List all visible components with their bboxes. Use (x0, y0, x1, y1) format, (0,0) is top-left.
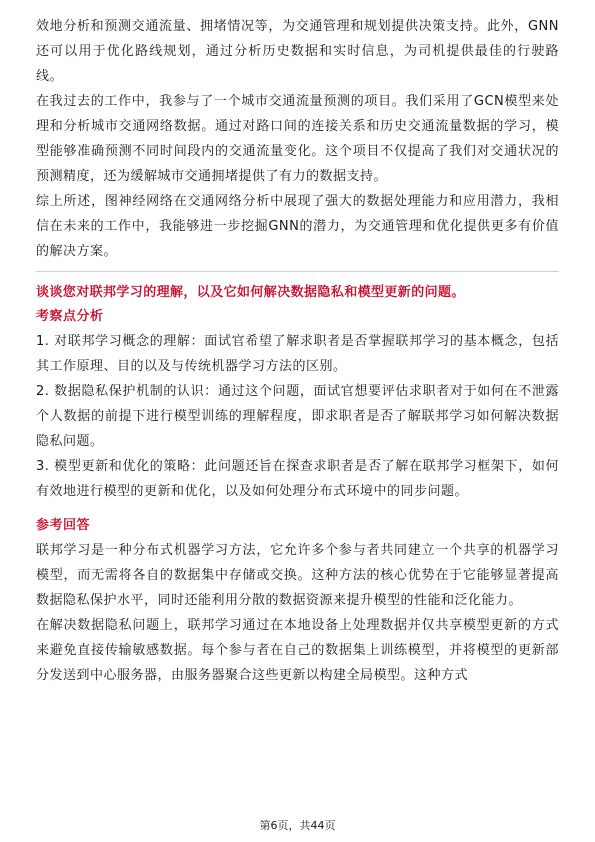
intro-paragraph-3: 综上所述，图神经网络在交通网络分析中展现了强大的数据处理能力和应用潜力，我相信在未来的工作中，我能够进一步挖掘GNN的潜力，为交通管理和优化提供更多有价值的解决方案。 (36, 194, 559, 259)
intro-paragraph-1: 效地分析和预测交通流量、拥堵情况等，为交通管理和规划提供决策支持。此外，GNN还可以用于优化路线规划，通过分析历史数据和实时信息，为司机提供最佳的行驶路线。 (36, 19, 559, 84)
answer-heading: 参考回答 (36, 518, 91, 533)
analysis-item-1: 1. 对联邦学习概念的理解：面试官希望了解求职者是否掌握联邦学习的基本概念，包括其工作原理、目的以及与传统机器学习方法的区别。 (36, 334, 559, 374)
analysis-item-2: 2. 数据隐私保护机制的认识：通过这个问题，面试官想要评估求职者对于如何在不泄露个人数据的前提下进行模型训练的理解程度，即求职者是否了解联邦学习如何解决数据隐私问题。 (36, 384, 559, 449)
page-footer: 第6页，共44页 (259, 819, 336, 832)
intro-paragraph-2: 在我过去的工作中，我参与了一个城市交通流量预测的项目。我们采用了GCN模型来处理和分析城市交通网络数据。通过对路口间的连接关系和历史交通流量数据的学习，模型能够准确预测不同时间段内的交通流量变化。这个项目不仅提高了我们对交通状况的预测精度，还为缓解城市交通拥堵提供了有力的数据支持。 (36, 94, 559, 184)
analysis-heading: 考察点分析 (36, 309, 104, 324)
answer-paragraph-1: 联邦学习是一种分布式机器学习方法，它允许多个参与者共同建立一个共享的机器学习模型，而无需将各自的数据集中存储或交换。这种方法的核心优势在于它能够显著提高数据隐私保护水平，同时还能利用分散的数据资源来提升模型的性能和泛化能力。 (36, 543, 559, 608)
page-content (36, 14, 559, 688)
section-divider (36, 271, 559, 272)
answer-paragraph-2: 在解决数据隐私问题上，联邦学习通过在本地设备上处理数据并仅共享模型更新的方式来避免直接传输敏感数据。每个参与者在自己的数据集上训练模型，并将模型的更新部分发送到中心服务器，由服务器聚合这些更新以构建全局模型。这种方式 (36, 618, 559, 683)
question-title: 谈谈您对联邦学习的理解，以及它如何解决数据隐私和模型更新的问题。 (36, 285, 465, 300)
analysis-item-3: 3. 模型更新和优化的策略：此问题还旨在探查求职者是否了解在联邦学习框架下，如何有效地进行模型的更新和优化，以及如何处理分布式环境中的同步问题。 (36, 459, 559, 499)
